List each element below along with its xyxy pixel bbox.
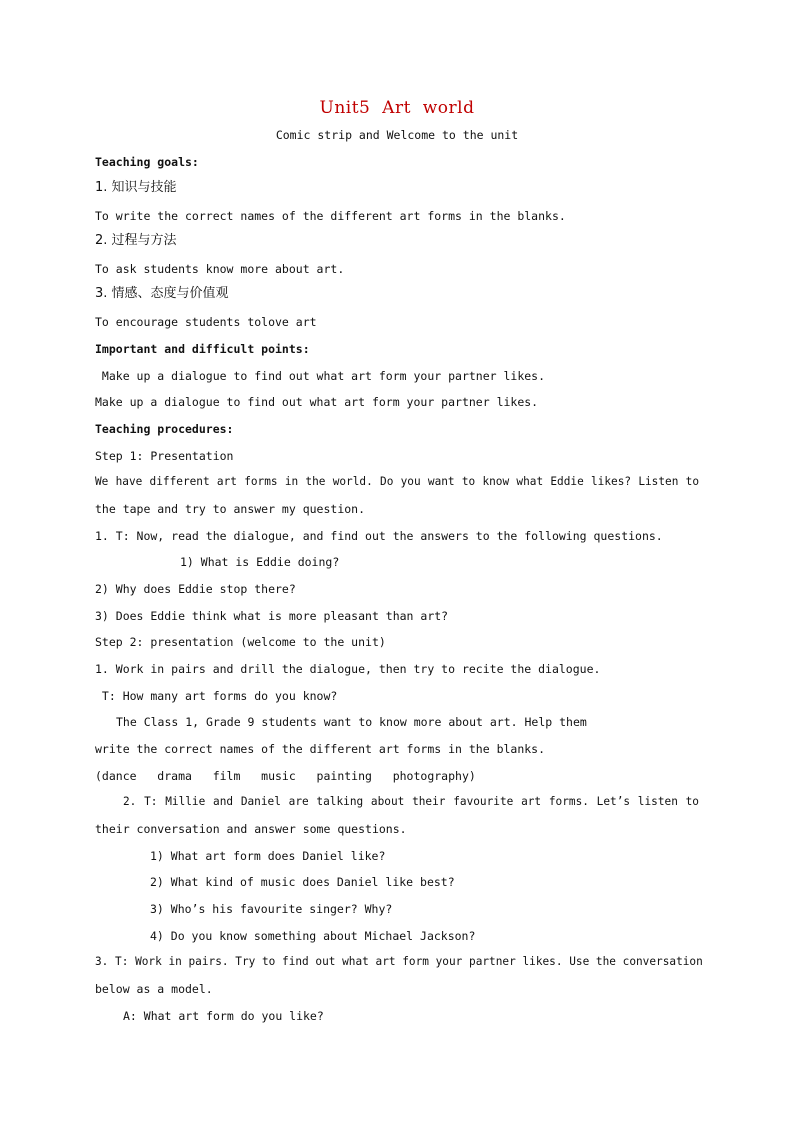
heading-teaching-procedures: Teaching procedures: [95, 422, 234, 436]
page-title: Unit5 Art world [319, 98, 475, 118]
goal-1-text: To write the correct names of the different art forms in the blanks. [95, 209, 566, 223]
model-dialogue-line: A: What art form do you like? [123, 1009, 324, 1023]
question-list-item: 4) Do you know something about Michael Jackson? [150, 929, 476, 943]
goal-2-heading: 2. 过程与方法 [95, 233, 177, 248]
page-subtitle: Comic strip and Welcome to the unit [275, 128, 519, 142]
question-list-item: 1) What is Eddie doing? [180, 555, 340, 569]
step-2-heading: Step 2: presentation (welcome to the unit) [95, 635, 386, 649]
step-1-heading: Step 1: Presentation [95, 449, 234, 463]
class-prompt-line-1: The Class 1, Grade 9 students want to know more about art. Help them [116, 715, 587, 729]
step-2-task-2-line-1: 2. T: Millie and Daniel are talking about their favourite art forms. Let’s listen to [123, 795, 699, 808]
goal-2-text: To ask students know more about art. [95, 262, 345, 276]
question-list-item: 3) Who’s his favourite singer? Why? [150, 902, 393, 916]
question-list-item: 2) Why does Eddie stop there? [95, 582, 296, 596]
step-2-task-2-line-2: their conversation and answer some questions. [95, 822, 407, 836]
teacher-question: T: How many art forms do you know? [95, 689, 338, 703]
step-1-task-1: 1. T: Now, read the dialogue, and find out the answers to the following questions. [95, 529, 663, 543]
class-prompt-line-2: write the correct names of the different art forms in the blanks. [95, 742, 546, 756]
goal-3-text: To encourage students tolove art [95, 315, 317, 329]
heading-teaching-goals: Teaching goals: [95, 155, 199, 169]
step-2-task-3-line-1: 3. T: Work in pairs. Try to find out what art form your partner likes. Use the conversation [95, 955, 703, 968]
step-2-task-3-line-2: below as a model. [95, 982, 213, 996]
goal-3-heading: 3. 情感、态度与价值观 [95, 286, 229, 301]
question-list-item: 1) What art form does Daniel like? [150, 849, 386, 863]
art-forms-list: (dance drama film music painting photography) [95, 769, 476, 783]
step-1-paragraph-line-1: We have different art forms in the world. Do you want to know what Eddie likes? Listen to [95, 475, 699, 488]
question-list-item: 3) Does Eddie think what is more pleasant than art? [95, 609, 449, 623]
important-point-2: Make up a dialogue to find out what art form your partner likes. [95, 395, 539, 409]
question-list-item: 2) What kind of music does Daniel like best? [150, 875, 455, 889]
goal-1-heading: 1. 知识与技能 [95, 180, 177, 195]
step-1-paragraph-line-2: the tape and try to answer my question. [95, 502, 366, 516]
step-2-task-1: 1. Work in pairs and drill the dialogue, then try to recite the dialogue. [95, 662, 601, 676]
heading-important-points: Important and difficult points: [95, 342, 310, 356]
important-point-1: Make up a dialogue to find out what art form your partner likes. [95, 369, 546, 383]
